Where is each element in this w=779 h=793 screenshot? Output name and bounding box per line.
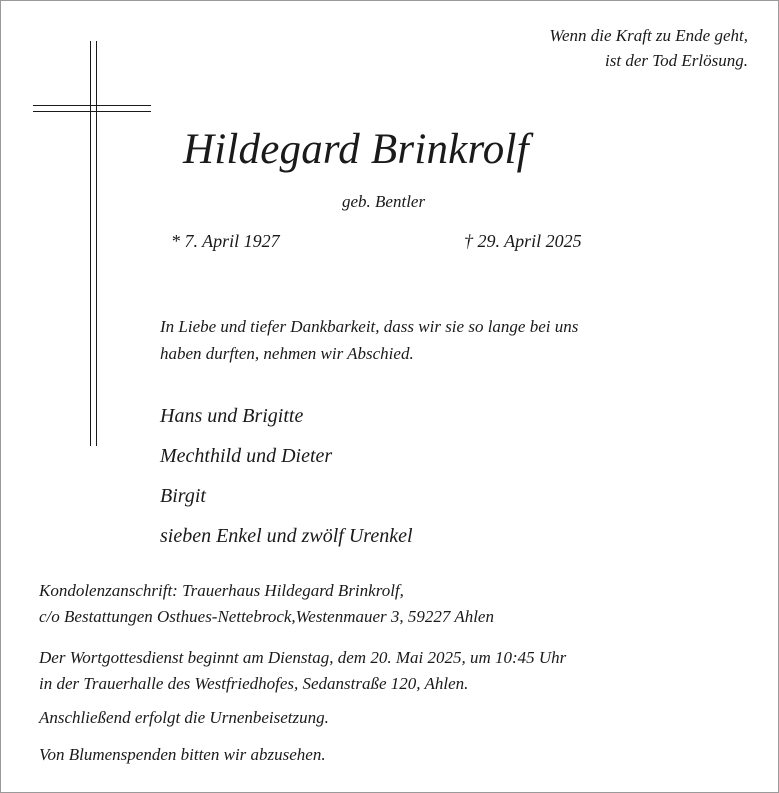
mourner-entry: Mechthild und Dieter: [160, 445, 333, 467]
farewell-message: [160, 313, 578, 367]
farewell-line-1: In Liebe und tiefer Dankbarkeit, dass wir sie so lange bei uns: [160, 317, 579, 336]
death-date: † 29. April 2025: [464, 231, 582, 251]
deceased-name: Hildegard Brinkrolf: [183, 126, 529, 173]
service-line-2: in der Trauerhalle des Westfriedhofes, Sedanstraße 120, Ahlen.: [39, 674, 469, 693]
flowers-note: Von Blumenspenden bitten wir abzusehen.: [39, 745, 326, 764]
mourner-entry: sieben Enkel und zwölf Urenkel: [160, 525, 413, 547]
service-line-1: Der Wortgottesdienst beginnt am Dienstag, dem 20. Mai 2025, um 10:45 Uhr: [39, 648, 567, 667]
motto: [549, 23, 748, 73]
condolence-line-1: Kondolenzanschrift: Trauerhaus Hildegard Brinkrolf,: [39, 581, 404, 600]
condolence-address: [39, 578, 494, 630]
motto-line-2: ist der Tod Erlösung.: [605, 51, 748, 70]
condolence-line-2: c/o Bestattungen Osthues-Nettebrock,Westenmauer 3, 59227 Ahlen: [39, 607, 494, 626]
mourner-entry: Hans und Brigitte: [160, 405, 304, 427]
urn-burial-note: Anschließend erfolgt die Urnenbeisetzung.: [39, 708, 329, 727]
cross-icon: [31, 41, 156, 451]
mourner-entry: Birgit: [160, 485, 206, 507]
service-info: [39, 645, 566, 697]
farewell-line-2: haben durften, nehmen wir Abschied.: [160, 344, 414, 363]
motto-line-1: Wenn die Kraft zu Ende geht,: [549, 26, 748, 45]
mourners-list: [160, 403, 413, 563]
birth-date: * 7. April 1927: [171, 231, 280, 251]
maiden-name: geb. Bentler: [342, 192, 426, 211]
